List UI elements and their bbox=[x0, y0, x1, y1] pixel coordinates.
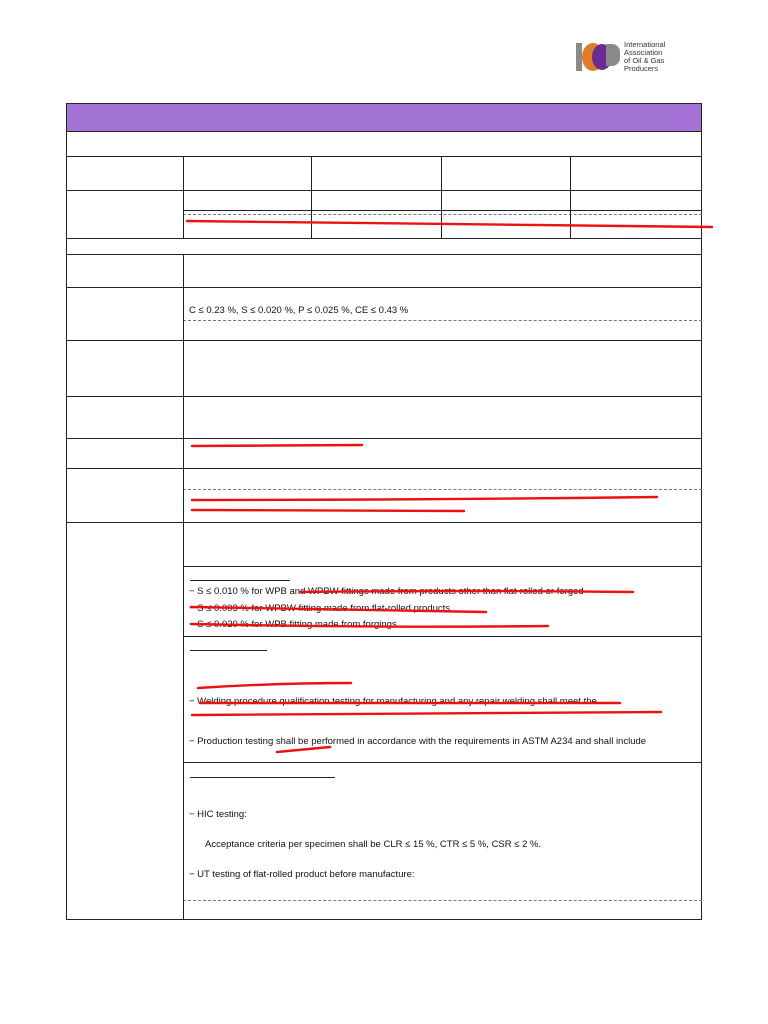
welding-procedure-text: − Welding procedure qualification testing for manufacturing and any repair welding shall meet the bbox=[189, 696, 597, 707]
acceptance-criteria-text: Acceptance criteria per specimen shall be CLR ≤ 15 %, CTR ≤ 5 %, CSR ≤ 2 %. bbox=[205, 839, 542, 850]
logo-org-line-1: International bbox=[624, 40, 666, 49]
logo-org-line-2: Association bbox=[624, 48, 663, 57]
logo-org-line-4: Producers bbox=[624, 64, 659, 73]
red-strike-mark bbox=[192, 445, 362, 446]
logo-org-line-3: of Oil & Gas bbox=[624, 56, 665, 65]
red-strike-mark bbox=[198, 683, 351, 688]
red-strike-mark bbox=[300, 591, 633, 592]
red-strike-mark bbox=[191, 624, 548, 627]
red-strike-mark bbox=[192, 712, 661, 715]
red-strike-mark bbox=[192, 510, 464, 511]
red-strike-mark bbox=[191, 607, 486, 612]
sulfur-limit-item: − S ≤ 0.020 % for WPB fitting made from forgings bbox=[189, 619, 397, 630]
red-strike-mark bbox=[192, 497, 657, 500]
sulfur-limit-item: − S ≤ 0.003 % for WPBW fitting made from flat-rolled products bbox=[189, 603, 451, 614]
red-strike-mark bbox=[187, 221, 712, 227]
ut-testing-text: − UT testing of flat-rolled product before manufacture: bbox=[189, 869, 415, 880]
hic-testing-label: − HIC testing: bbox=[189, 809, 247, 820]
red-strike-mark bbox=[277, 747, 330, 752]
chemical-limits-text: C ≤ 0.23 %, S ≤ 0.020 %, P ≤ 0.025 %, CE ≤ 0.43 % bbox=[189, 305, 409, 316]
production-testing-text: − Production testing shall be performed in accordance with the requirements in ASTM A234 and shall include bbox=[189, 736, 647, 747]
sulfur-limit-item: − S ≤ 0.010 % for WPB and WPBW fittings made from products other than flat-rolled or forged bbox=[189, 586, 584, 597]
